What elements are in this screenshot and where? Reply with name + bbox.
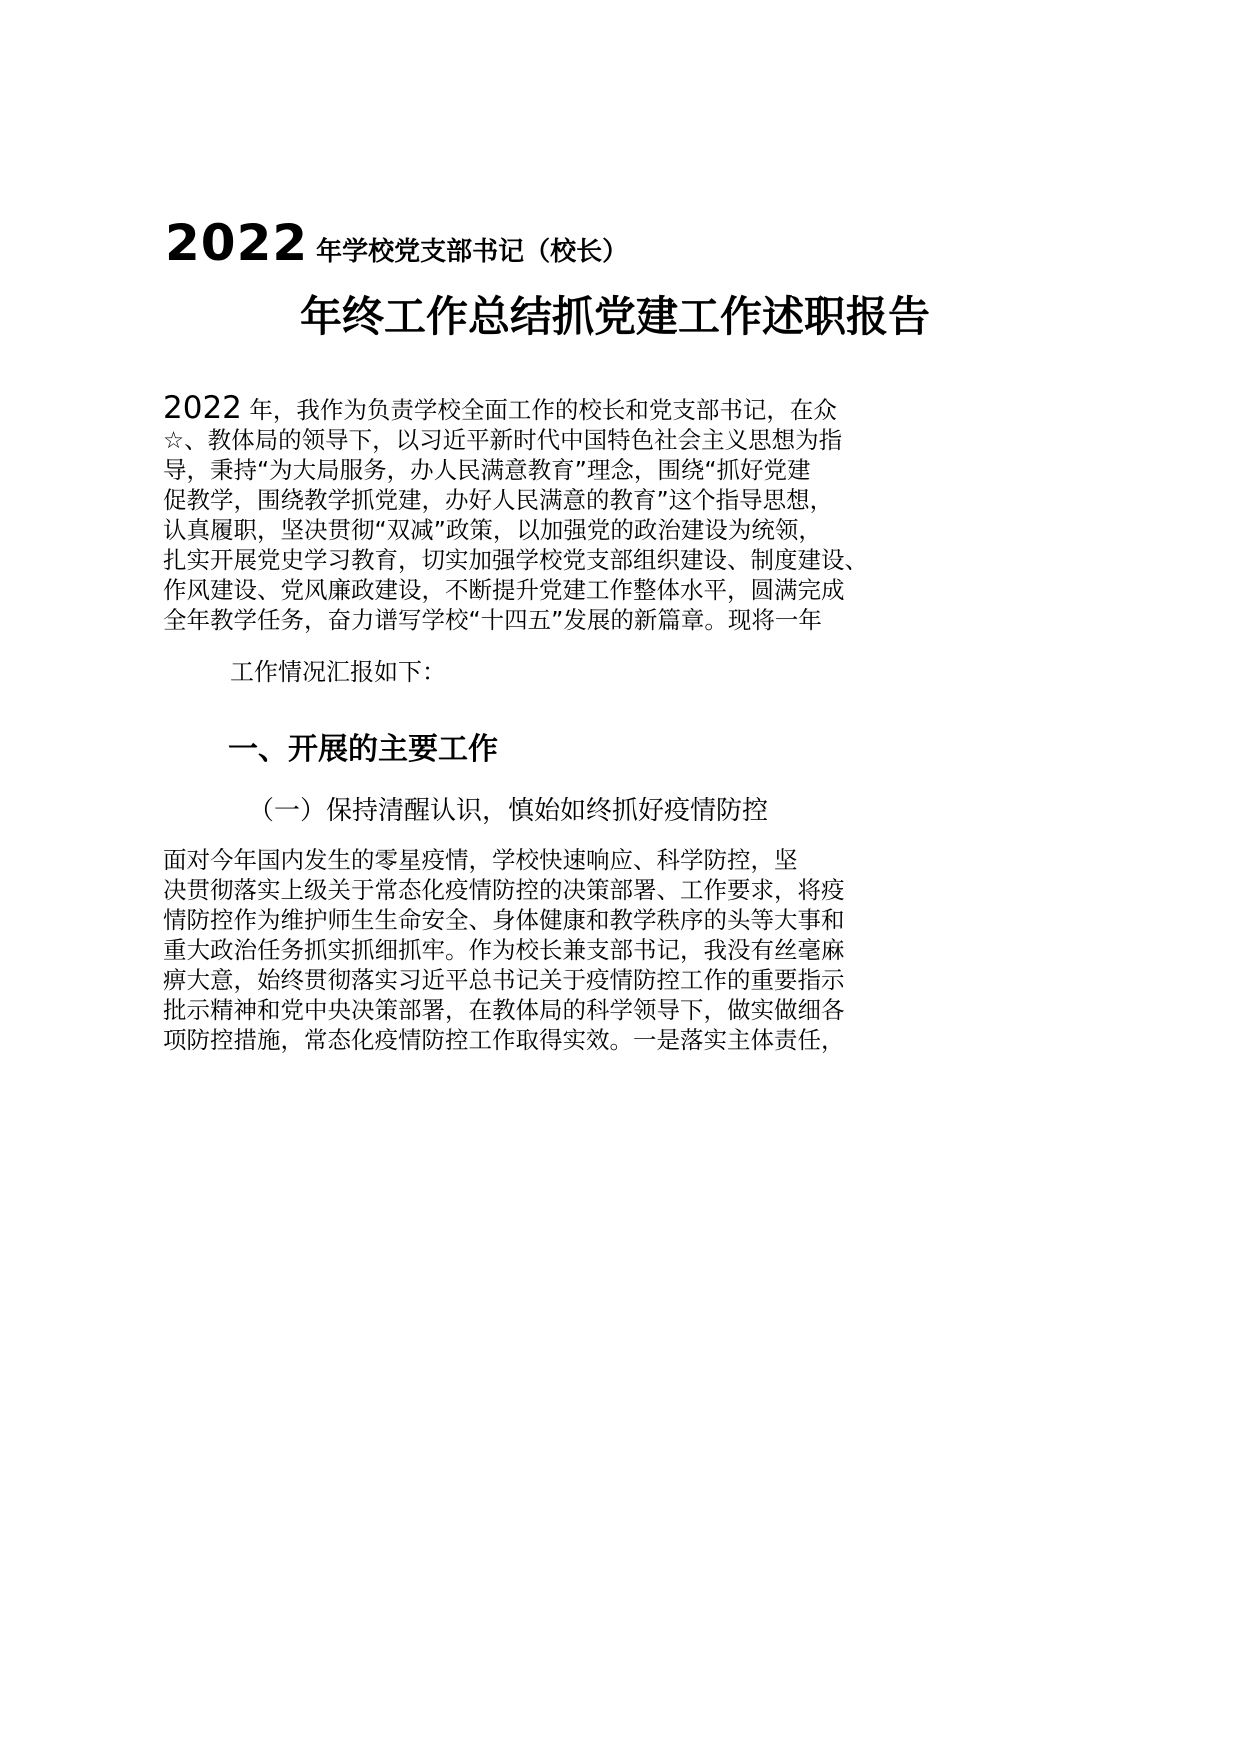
paragraph-line: 促教学，围绕教学抓党建，办好人民满意的教育”这个指导思想， — [163, 486, 834, 514]
paragraph-line: 认真履职，坚决贯彻“双减”政策，以加强党的政治建设为统领， — [163, 516, 822, 544]
intro-year: 2022 — [163, 390, 242, 426]
title-year: 2022 — [165, 214, 309, 272]
paragraph-line: 项防控措施，常态化疫情防控工作取得实效。一是落实主体责任， — [163, 1026, 845, 1054]
paragraph-line: 重大政治任务抓实抓细抓牢。作为校长兼支部书记，我没有丝毫麻 — [163, 936, 845, 964]
subsection-heading-1: （一）保持清醒认识，慎始如终抓好疫情防控 — [248, 796, 769, 826]
title-subtitle: 年学校党支部书记（校长） — [316, 237, 629, 267]
paragraph-line: 导，秉持“为大局服务，办人民满意教育”理念，围绕“抓好党建 — [163, 456, 811, 484]
report-intro-line: 工作情况汇报如下： — [230, 658, 446, 686]
document-title-line-1 — [165, 214, 628, 272]
paragraph-line: 扎实开展党史学习教育，切实加强学校党支部组织建设、制度建设、 — [163, 546, 868, 574]
paragraph-line: 情防控作为维护师生生命安全、身体健康和教学秩序的头等大事和 — [163, 906, 845, 934]
section1-paragraph — [163, 845, 923, 1055]
intro-line-text: 年，我作为负责学校全面工作的校长和党支部书记，在众 — [241, 396, 837, 424]
paragraph-line: 作风建设、党风廉政建设，不断提升党建工作整体水平，圆满完成 — [163, 576, 845, 604]
paragraph-line: 决贯彻落实上级关于常态化疫情防控的决策部署、工作要求，将疫 — [163, 876, 845, 904]
paragraph-line: 批示精神和党中央决策部署，在教体局的科学领导下，做实做细各 — [163, 996, 845, 1024]
intro-paragraph — [163, 392, 923, 635]
paragraph-line — [163, 392, 923, 425]
paragraph-line: 全年教学任务，奋力谱写学校“十四五”发展的新篇章。现将一年 — [163, 606, 822, 634]
paragraph-line: ☆、教体局的领导下，以习近平新时代中国特色社会主义思想为指 — [163, 426, 843, 454]
section-heading-1: 一、开展的主要工作 — [228, 732, 498, 767]
paragraph-line: 痹大意，始终贯彻落实习近平总书记关于疫情防控工作的重要指示 — [163, 966, 845, 994]
document-title-main: 年终工作总结抓党建工作述职报告 — [300, 292, 931, 341]
paragraph-line: 面对今年国内发生的零星疫情，学校快速响应、科学防控，坚 — [163, 846, 798, 874]
